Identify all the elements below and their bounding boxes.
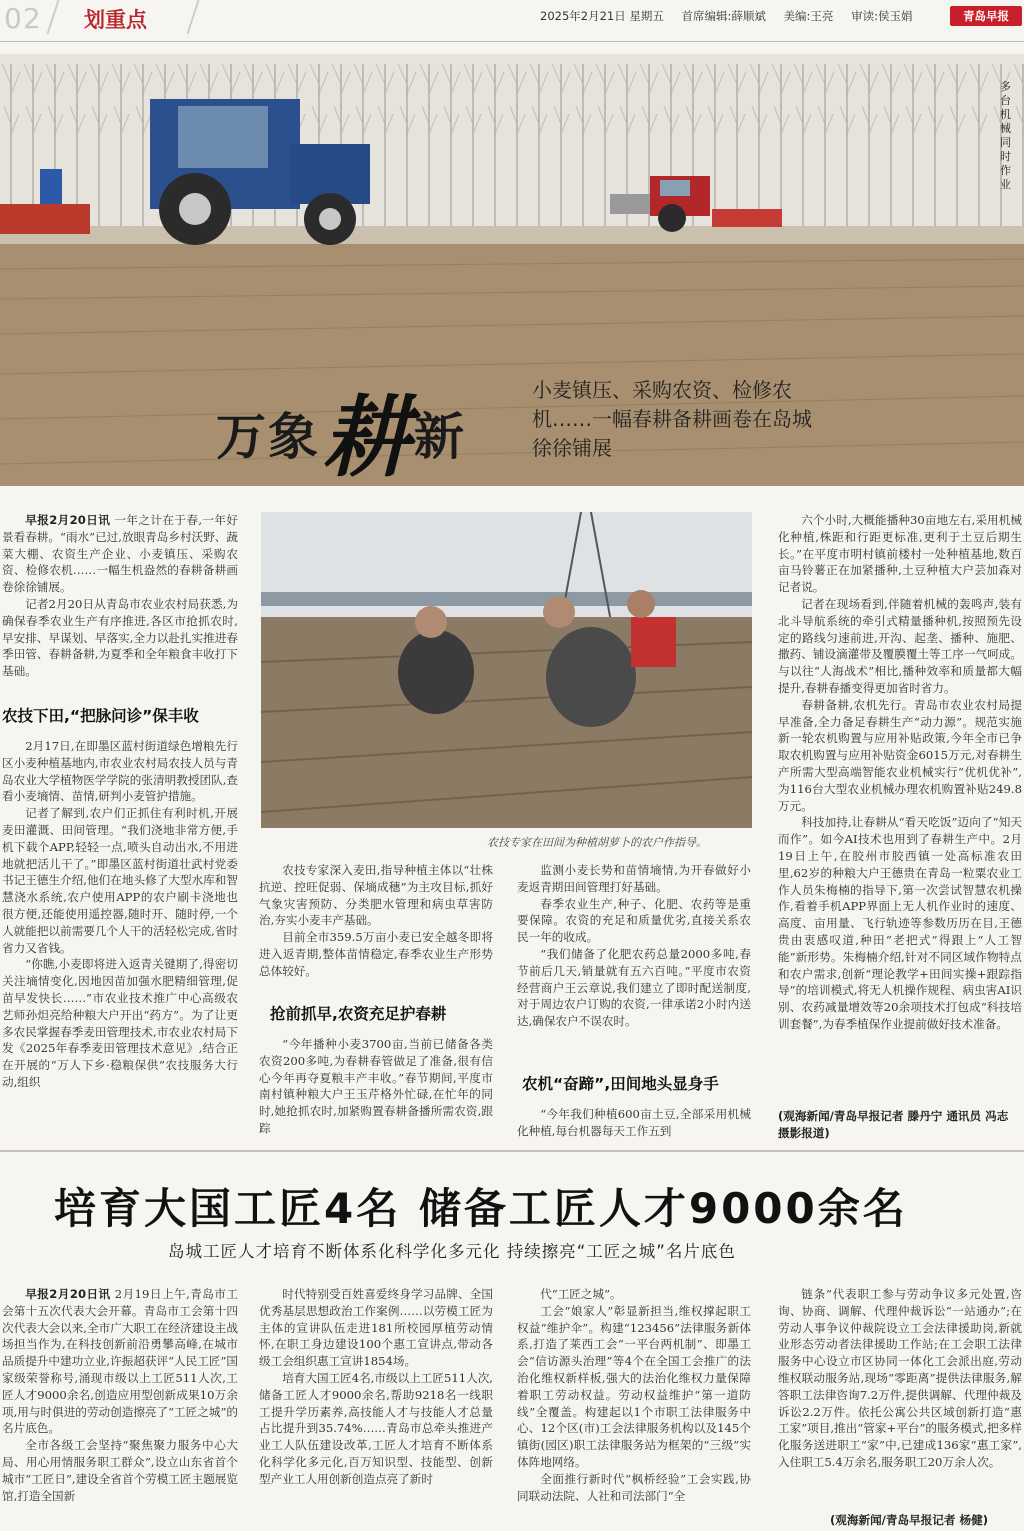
paragraph: 链条”代表职工参与劳动争议多元处置,咨询、协商、调解、代理仲裁诉讼“一站通办”;在劳动人事争议仲裁院设立工会法律援助岗,新就业形态劳动者法律援助工作站;在工会职工法律服务中心设立市区协同一体化工会派出庭,劳动维权联动服务站,现场“零距离”提供法律服务,解答职工法律咨询7.2万件,提供调解、代理仲裁及诉讼2.2万件。依托公寓公共区域创新打造“惠工家”项目,推出“管家+平台”的服务模式,把多样化服务送进职工“家”中,已建成136家“惠工家”,入住职工5.4万余名,服务职工20万余人次。 (778, 1287, 1022, 1469)
paragraph: 全市各级工会坚持“聚焦聚力服务中心大局、用心用情服务职工群众”,设立山东省首个城市“工匠日”,建设全省首个劳模工匠主题展览馆,打造全国新 (2, 1438, 238, 1503)
hero-subtitle: 小麦镇压、采购农资、检修农机……一幅春耕备耕画卷在岛城徐徐铺展 (532, 378, 812, 460)
hero-title-right: 新 (414, 408, 467, 466)
paragraph: 代“工匠之城”。 (540, 1287, 622, 1301)
paragraph: “今年播种小麦3700亩,当前已储备各类农资200多吨,为春耕春管做足了准备,很有信心今年再夺夏粮丰产丰收。”春节期间,平度市南村镇种粮大户王玉芹格外忙碌,在忙年的同时,她抢抓农时,加紧购置春耕备播所需农资,跟踪 (259, 1037, 493, 1135)
paragraph: 六个小时,大概能播种30亩地左右,采用机械化种植,株距和行距更标准,更利于土豆后期生长。”在平度市明村镇前楼村一处种植基地,数百亩马铃薯正在加紧播种,土豆种植大户芸加森对记者说。 (778, 513, 1022, 595)
paragraph: 时代特别受百姓喜爱终身学习品牌、全国优秀基层思想政治工作案例……以劳模工匠为主体的宣讲队伍走进181所校园厚植劳动情怀,在职工身边建设100个惠工宣讲点,带动各级工会组织惠工宣讲1854场。 (259, 1287, 493, 1369)
hero-side-caption: 多台机械同时作业 (1000, 80, 1011, 191)
article2-credit: (观海新闻/青岛早报记者 杨健) (830, 1513, 988, 1527)
field-inspection-photo (261, 512, 752, 828)
farmers-illustration (261, 512, 752, 828)
article1-column-2b (259, 1036, 493, 1142)
article2-column-1 (2, 1286, 238, 1528)
paragraph: 工会“娘家人”彰显新担当,维权撑起职工权益“维护伞”。构建“123456”法律服务新体系,打造了莱西工会“一平台两机制”、即墨工会“信访源头治理”等4个在全国工会推广的法治化维权新样板,强大的法治化维权力量保障着职工劳动权益。劳动权益维护“第一道防线”全覆盖。构建起以1个市职工法律服务中心、12个区(市)工会法律服务机构以及145个镇街(园区)职工法律服务站为框架的“三级”实体阵地网络。 (517, 1303, 751, 1469)
section-title: 划重点 (84, 8, 147, 32)
slash-divider (174, 0, 199, 34)
masthead (0, 0, 1024, 42)
dateline: 早报2月20日讯 (25, 1287, 111, 1301)
art-editor: 美编:王亮 (783, 9, 834, 23)
paragraph: 农技专家深入麦田,指导种植主体以“壮株抗逆、控旺促弱、保墒成穗”为主攻目标,抓好气象灾害预防、分类肥水管理和病虫草害防治,夯实小麦丰产基础。 (259, 863, 493, 928)
article1-column-4 (778, 512, 1022, 1105)
article1-column-1b (2, 738, 238, 1142)
article2-column-4 (778, 1286, 1022, 1510)
paragraph: “我们储备了化肥农药总量2000多吨,春节前后几天,销量就有五六百吨。”平度市农资经营商户王云章说,我们建立了即时配送制度,对于周边农户订购的农资,一律承诺2小时内送达,确保农户不误农时。 (517, 946, 751, 1029)
dateline: 早报2月20日讯 (25, 513, 111, 527)
paragraph: 记者在现场看到,伴随着机械的轰鸣声,装有北斗导航系统的牵引式精量播种机,按照预先设定的路线匀速前进,开沟、起垄、播种、施肥、撒药、铺设滴灌带及覆膜覆土等工序一气呵成。与以往“人海战术”相比,播种效率和质量都大幅提升,春耕春播变得更加省时省力。 (778, 596, 1022, 695)
paragraph: “你瞧,小麦即将进入返青关键期了,得密切关注墒情变化,因地因苗加强水肥精细管理,促苗早发快长……”市农业技术推广中心高级农艺师孙炟亮给种粮大户开出“药方”。为了让更多农民掌握春季麦田管理技术,市农业农村局下发《2025年春季麦田管理技术意见》,结合正在开展的“万人下乡·稳粮保供”农技服务大行动,组织 (2, 957, 238, 1089)
paragraph: 记者2月20日从青岛市农业农村局获悉,为确保春季农业生产有序推进,各区市抢抓农时,早安排、早谋划、早落实,全力以赴扎实推进春季田管、春耕备耕,为夏季和全年粮食丰收打下基础。 (2, 596, 238, 679)
page-meta (540, 8, 926, 24)
hero-title-left: 万象 (216, 408, 320, 466)
subhead: 农机“奋蹄”,田间地头显身手 (522, 1075, 719, 1093)
article2-column-2 (259, 1286, 493, 1528)
paragraph: 科技加持,让春耕从“看天吃饭”迈向了“知天而作”。如今AI技术也用到了春耕生产中。2月19日上午,在胶州市胶西镇一处高标准农田里,62岁的种粮大户王德贵在青岛一粒粟农业工作人员朱梅楠的指导下,第一次尝试智慧农机操作,看着手机APP界面上无人机作业时的速度、高度、亩用量、飞行轨迹等参数历历在目,王德贵由衷感叹道,种田“老把式”得跟上“人工智能”新形势。朱梅楠介绍,针对不同区域作物特点和农户需求,创新“理论教学+田间实操+跟踪指导”的培训模式,将无人机操作规程、病虫害AI识别、农药减量增效等20余项技术打包成“科技培训套餐”,为春季植保作业提前做好技术准备。 (778, 815, 1022, 1031)
chief-editor: 首席编辑:薛顺斌 (681, 9, 766, 23)
paragraph: 2月17日,在即墨区蓝村街道绿色增粮先行区小麦种植基地内,市农业农村局农技人员与青岛农业大学植物医学学院的张清明教授团队,查看小麦墒情、苗情,研判小麦管护措施。 (2, 739, 238, 804)
subhead: 抢前抓早,农资充足护春耕 (270, 1005, 447, 1023)
paragraph: 一年之计在于春,一年好景看春耕。“雨水”已过,放眼青岛乡村沃野、蔬菜大棚、农资生产企业、小麦镇压、采购农资、检修农机……一幅生机盎然的春耕备耕画卷徐徐铺展。 (2, 513, 238, 595)
paragraph: 记者了解到,农户们正抓住有利时机,开展麦田灌溉、田间管理。“我们浇地非常方便,手机下载个APP,轻轻一点,喷头自动出水,不用进地就把活儿干了。”即墨区蓝村街道壮武村党委书记王德生介绍,他们在地头修了大型水库和智慧浇水系统,农户使用APP的农户刷卡浇地也很方便,还能使用遥控器,随时开、随时停,一个人就能把以前需要几个人干的活轻松完成,省时省力又省钱。 (2, 806, 238, 955)
article1-column-2 (259, 862, 493, 990)
paragraph: 监测小麦长势和苗情墒情,为开春做好小麦返青期田间管理打好基础。 (517, 863, 751, 894)
article1-column-1 (2, 512, 238, 704)
farm-field-illustration (0, 54, 1024, 486)
paragraph: “今年我们种植600亩土豆,全部采用机械化种植,每台机器每天工作五到 (517, 1107, 751, 1138)
hero-title-big: 耕 (322, 386, 413, 486)
issue-date: 2025年2月21日 星期五 (540, 9, 664, 23)
paragraph: 全面推行新时代“枫桥经验”工会实践,协同联动法院、人社和司法部门“全 (517, 1471, 751, 1503)
proofreader: 审读:侯玉娟 (851, 9, 913, 23)
paragraph: 目前全市359.5万亩小麦已安全越冬即将进入返青期,整体苗情稳定,春季农业生产形势总体较好。 (259, 930, 493, 978)
paragraph: 培育大国工匠4名,市级以上工匠511人次,储备工匠人才9000余名,帮助9218名一线职工提升学历素养,高技能人才与技能人才总量占比提升到35.74%……青岛市总牵头推进产业工人队伍建设改革,工匠人才培育不断体系化科学化多元化,百万知识型、技能型、创新型产业工人用创新创造点亮了新时 (259, 1370, 493, 1486)
photo-caption: 农技专家在田间为种植胡萝卜的农户作指导。 (487, 836, 707, 849)
newspaper-logo: 青岛早报 (950, 6, 1022, 26)
article1-column-3 (517, 862, 751, 1060)
article-divider (0, 1150, 1024, 1152)
paragraph: 春耕备耕,农机先行。青岛市农业农村局提早准备,全力备足春耕生产“动力源”。规范实施新一轮农机购置与应用补贴政策,今年全市已争取农机购置与应用补贴资金6015万元,对春耕生产所需大型高端智能农业机械实行“优机优补”,为116台大型农业机械办理农机购置补贴249.8万元。 (778, 697, 1022, 813)
paragraph: 2月19日上午,青岛市工会第十五次代表大会开幕。青岛市工会第十四次代表大会以来,全市广大职工在经济建设主战场担当作为,在科技创新前沿勇攀高峰,在城市品质提升中建功立业,许振超获评“人民工匠”国家级荣誉称号,涌现市级以上工匠511人次,工匠人才9000余名,创造应用型创新成果10万余项,用与时俱进的劳动创造擦亮了“工匠之城”的名片底色。 (2, 1287, 238, 1436)
article2-column-3 (517, 1286, 751, 1528)
page-number: 02 (4, 2, 42, 35)
article2-headline: 培育大国工匠4名 储备工匠人才9000余名 (54, 1184, 908, 1233)
hero-photo (0, 54, 1024, 486)
article2-deck: 岛城工匠人才培育不断体系化科学化多元化 持续擦亮“工匠之城”名片底色 (168, 1242, 736, 1261)
article1-column-3b (517, 1106, 751, 1142)
article1-credit: (观海新闻/青岛早报记者 滕丹宁 通讯员 冯志 摄影报道) (778, 1109, 1009, 1140)
paragraph: 春季农业生产,种子、化肥、农药等是重要保障。农资的充足和质量优劣,直接关系农民一年的收成。 (517, 896, 751, 945)
hero-title (216, 354, 467, 486)
subhead: 农技下田,“把脉问诊”保丰收 (2, 707, 199, 725)
